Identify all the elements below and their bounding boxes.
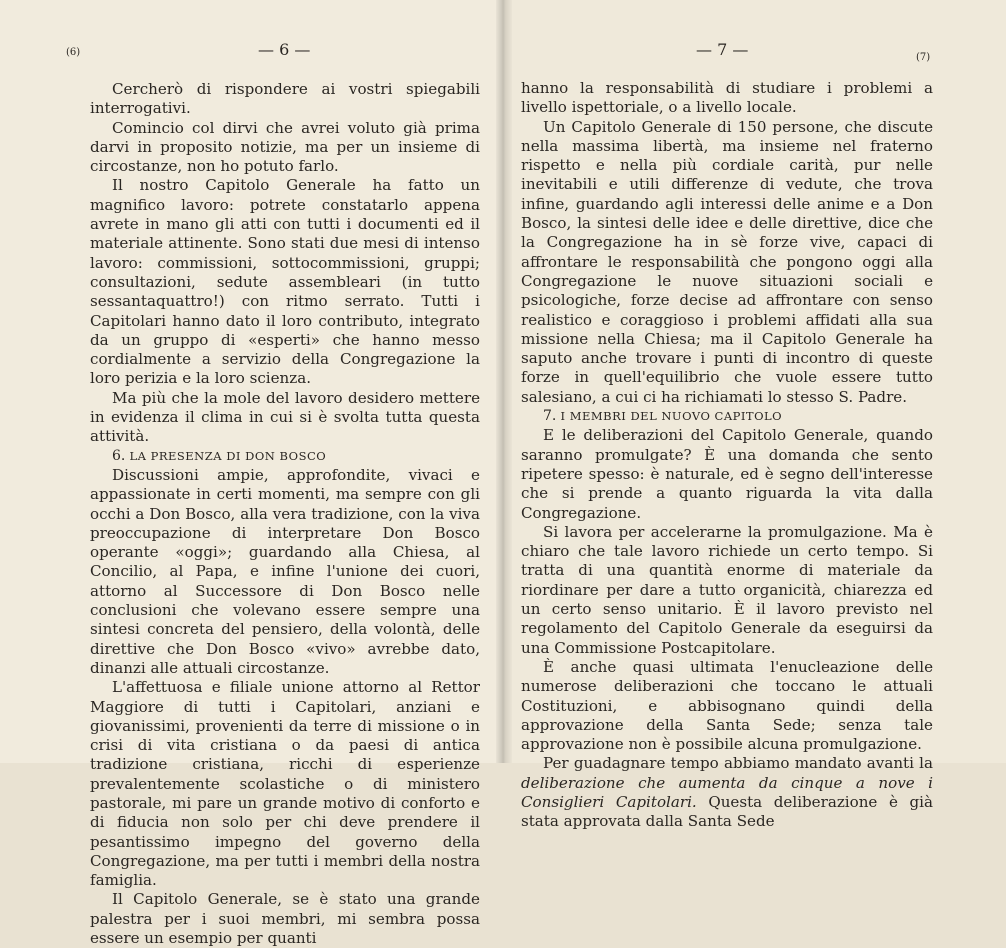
left-page-body [90,80,480,948]
paragraph: Il Capitolo Generale, se è stato una grande palestra per i suoi membri, mi sembra possa essere un esempio per quanti [90,890,480,948]
italic-text-run: deliberazione che aumenta da cinque a nove i Consiglieri Capitolari. [521,773,933,811]
paragraph: Si lavora per accelerarne la promulgazione. Ma è chiaro che tale lavoro richiede un certo tempo. Si tratta di una quantità enorme di materiale da riordinare per dare a tutto organicità, chiarezza ed un certo senso unitario. È il lavoro previsto nel regolamento del Capitolo Generale da eseguirsi da una Commissione Postcapitolare. [521,522,933,657]
book-gutter [496,0,512,763]
text-run: Questa deliberazione è già stata approvata dalla Santa Sede [521,792,933,831]
right-page-body [521,79,933,832]
section-heading-6 [90,447,480,466]
paragraph: hanno la responsabilità di studiare i problemi a livello ispettoriale, o a livello locale. [521,79,933,117]
paragraph: Il nostro Capitolo Generale ha fatto un magnifico lavoro: potrete constatarlo appena avrete in mano gli atti con tutti i documenti ed il materiale attinente. Sono stati due mesi di intenso lavoro: commissioni, sottocommissioni, gruppi; consultazioni, sedute assembleari (in tutto sessantaquattro!) con ritmo serrato. Tutti i Capitolari hanno dato il loro contributo, integrato da un gruppo di «esperti» che hanno messo cordialmente a servizio della Congregazione la loro perizia e la loro scienza. [90,176,480,388]
left-small-page-number: (6) [66,47,81,58]
paragraph: Un Capitolo Generale di 150 persone, che discute nella massima libertà, ma insieme nel fraterno rispetto e nella più cordiale carità, pur nelle inevitabili e utili differenze di vedute, che trova infine, guardando agli interessi delle anime e a Don Bosco, la sintesi delle idee e delle direttive, dice che la Congregazione ha in sè forze vive, capaci di affrontare le responsabilità che pongono oggi alla Congregazione le nuove situazioni sociali e psicologiche, forze decise ad affrontare con senso realistico e coraggioso i problemi affidati alla sua missione nella Chiesa; ma il Capitolo Generale ha saputo anche trovare i punti di incontro di queste forze in quell'equilibrio che vuole essere tutto salesiano, a cui ci ha richiamati lo stesso S. Padre. [521,117,933,406]
left-page-number: — 6 — [258,40,311,59]
text-run: Per guadagnare tempo abbiamo mandato avanti la [543,754,933,773]
paragraph: È anche quasi ultimata l'enucleazione delle numerose deliberazioni che toccano le attuali Costituzioni, e abbisognano quindi della approvazione della Santa Sede; senza tale approvazione non è possibile alcuna promulgazione. [521,657,933,754]
section-heading-7 [521,407,933,426]
section-number: 7. [543,408,557,425]
section-title: LA PRESENZA DI DON BOSCO [129,448,327,463]
right-page-number: — 7 — [696,40,749,59]
paragraph: E le deliberazioni del Capitolo Generale, quando saranno promulgate? È una domanda che sento ripetere spesso: è naturale, ed è segno dell'interesse che si prende a quanto riguarda la vita dalla Congregazione. [521,426,933,522]
paragraph: Comincio col dirvi che avrei voluto già prima darvi in proposito notizie, ma per un insieme di circostanze, non ho potuto farlo. [90,118,480,176]
section-number: 6. [112,447,126,464]
paragraph: L'affettuosa e filiale unione attorno al Rettor Maggiore di tutti i Capitolari, anziani e giovanissimi, provenienti da terre di missione o in crisi di vita cristiana o da paesi di antica tradizione cristiana, ricchi di esperienze prevalentemente scolastiche o di ministero pastorale, mi pare un grande motivo di conforto e di fiducia non solo per chi deve prendere il pesantissimo impegno del governo della Congregazione, ma per tutti i membri della nostra famiglia. [90,678,480,890]
section-title: I MEMBRI DEL NUOVO CAPITOLO [560,409,783,424]
paragraph-with-italic [521,754,933,831]
right-small-page-number: (7) [916,52,931,63]
paragraph: Discussioni ampie, approfondite, vivaci e appassionate in certi momenti, ma sempre con gli occhi a Don Bosco, alla vera tradizione, con la viva preoccupazione di interpretare Don Bosco operante «oggi»; guardando alla Chiesa, al Concilio, al Papa, e infine l'unione dei cuori, attorno al Successore di Don Bosco nelle conclusioni che volevano essere sempre una sintesi concreta del pensiero, della volontà, delle direttive che Don Bosco «vivo» avrebbe dato, dinanzi alle attuali circostanze. [90,465,480,677]
paragraph: Ma più che la mole del lavoro desidero mettere in evidenza il clima in cui si è svolta tutta questa attività. [90,388,480,446]
paragraph: Cercherò di rispondere ai vostri spiegabili interrogativi. [90,80,480,118]
